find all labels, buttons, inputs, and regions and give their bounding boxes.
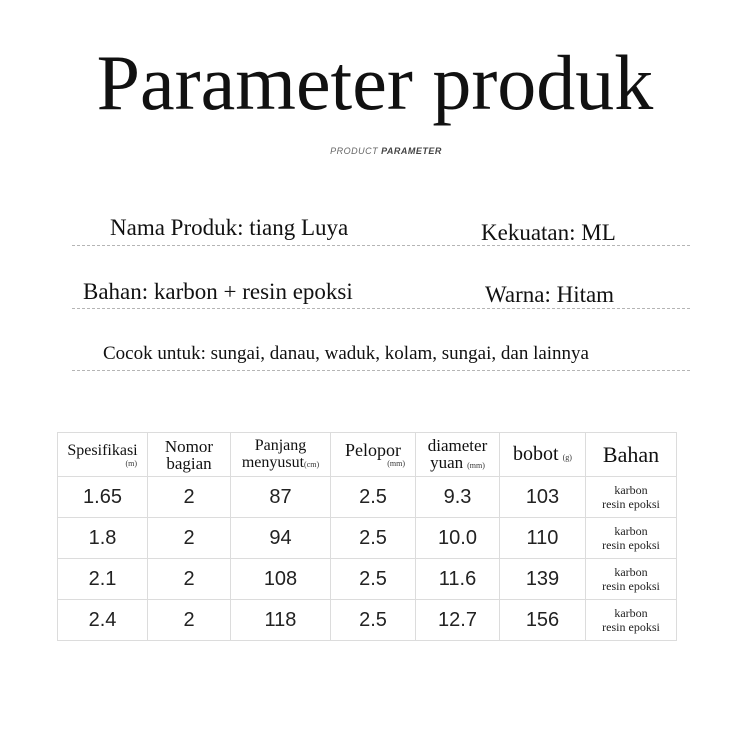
table-row xyxy=(58,600,677,641)
product-material: Bahan: karbon + resin epoksi xyxy=(83,279,353,304)
cell-length: 118 xyxy=(231,600,331,641)
cell-material: karbon resin epoksi xyxy=(586,559,677,600)
cell-material: karbon resin epoksi xyxy=(586,477,677,518)
cell-spec: 2.1 xyxy=(58,559,148,600)
cell-tip: 2.5 xyxy=(331,559,416,600)
cell-weight: 110 xyxy=(500,518,586,559)
cell-spec: 1.8 xyxy=(58,518,148,559)
header-material: Bahan xyxy=(586,433,677,477)
cell-diameter: 9.3 xyxy=(416,477,500,518)
cell-diameter: 10.0 xyxy=(416,518,500,559)
cell-material: karbon resin epoksi xyxy=(586,600,677,641)
product-name: Nama Produk: tiang Luya xyxy=(110,215,349,240)
divider xyxy=(72,370,690,371)
cell-tip: 2.5 xyxy=(331,477,416,518)
suitable-for: Cocok untuk: sungai, danau, waduk, kolam, sungai, dan lainnya xyxy=(103,343,589,364)
product-strength: Kekuatan: ML xyxy=(481,220,616,245)
divider xyxy=(72,245,690,246)
spec-table xyxy=(57,432,677,641)
header-spec: Spesifikasi (m) xyxy=(58,433,148,477)
cell-spec: 2.4 xyxy=(58,600,148,641)
subtitle-light: PRODUCT xyxy=(330,146,379,156)
cell-tip: 2.5 xyxy=(331,600,416,641)
cell-sections: 2 xyxy=(148,600,231,641)
cell-sections: 2 xyxy=(148,518,231,559)
header-length: Panjang menyusut(cm) xyxy=(231,433,331,477)
product-color: Warna: Hitam xyxy=(485,282,615,307)
page-subtitle xyxy=(0,145,750,157)
cell-length: 108 xyxy=(231,559,331,600)
cell-weight: 156 xyxy=(500,600,586,641)
header-diameter: diameter yuan (mm) xyxy=(416,433,500,477)
cell-length: 94 xyxy=(231,518,331,559)
table-row xyxy=(58,518,677,559)
cell-sections: 2 xyxy=(148,559,231,600)
page-title: Parameter produk xyxy=(96,39,654,126)
header-tip: Pelopor (mm) xyxy=(331,433,416,477)
cell-sections: 2 xyxy=(148,477,231,518)
divider xyxy=(72,308,690,309)
header-sections: Nomor bagian xyxy=(148,433,231,477)
cell-material: karbon resin epoksi xyxy=(586,518,677,559)
cell-diameter: 12.7 xyxy=(416,600,500,641)
table-header-row xyxy=(58,433,677,477)
cell-spec: 1.65 xyxy=(58,477,148,518)
table-row xyxy=(58,477,677,518)
table-row xyxy=(58,559,677,600)
cell-weight: 139 xyxy=(500,559,586,600)
cell-length: 87 xyxy=(231,477,331,518)
cell-diameter: 11.6 xyxy=(416,559,500,600)
header-weight: bobot (g) xyxy=(500,433,586,477)
subtitle-bold: PARAMETER xyxy=(381,146,442,156)
cell-weight: 103 xyxy=(500,477,586,518)
cell-tip: 2.5 xyxy=(331,518,416,559)
